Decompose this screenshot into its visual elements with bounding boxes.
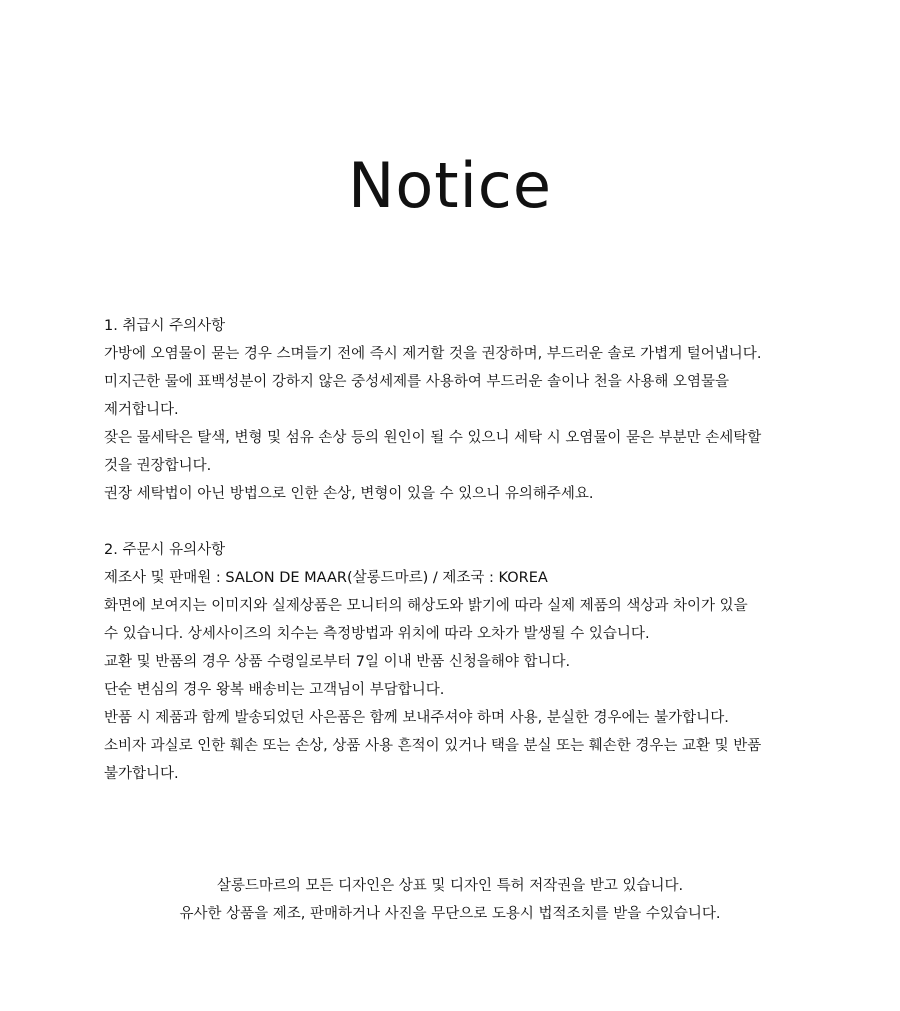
notice-line: 단순 변심의 경우 왕복 배송비는 고객님이 부담합니다.: [104, 682, 445, 698]
notice-line: 가방에 오염물이 묻는 경우 스며들기 전에 즉시 제거할 것을 권장하며, 부드러운 솔로 가볍게 털어냅니다.: [104, 346, 762, 362]
section-heading: 2. 주문시 유의사항: [104, 542, 226, 558]
notice-line: 소비자 과실로 인한 훼손 또는 손상, 상품 사용 흔적이 있거나 택을 분실 또는 훼손한 경우는 교환 및 반품: [104, 738, 762, 754]
copyright-line: 유사한 상품을 제조, 판매하거나 사진을 무단으로 도용시 법적조치를 받을 수있습니다.: [179, 906, 721, 922]
notice-line: 미지근한 물에 표백성분이 강하지 않은 중성세제를 사용하여 부드러운 솔이나 천을 사용해 오염물을: [104, 374, 729, 390]
copyright-line: 살롱드마르의 모든 디자인은 상표 및 디자인 특허 저작권을 받고 있습니다.: [216, 878, 684, 894]
copyright-notice: [0, 872, 900, 928]
handling-precautions-section: [104, 312, 824, 508]
notice-content: [104, 312, 824, 788]
notice-line: 교환 및 반품의 경우 상품 수령일로부터 7일 이내 반품 신청을해야 합니다.: [104, 654, 571, 670]
notice-line: 잦은 물세탁은 탈색, 변형 및 섬유 손상 등의 원인이 될 수 있으니 세탁 시 오염물이 묻은 부분만 손세탁할: [104, 430, 762, 446]
notice-line: 제조사 및 판매원 : SALON DE MAAR(살롱드마르) / 제조국 : KOREA: [104, 570, 548, 586]
section-heading: 1. 취급시 주의사항: [104, 318, 226, 334]
notice-line: 화면에 보여지는 이미지와 실제상품은 모니터의 해상도와 밝기에 따라 실제 제품의 색상과 차이가 있을: [104, 598, 748, 614]
notice-line: 반품 시 제품과 함께 발송되었던 사은품은 함께 보내주셔야 하며 사용, 분실한 경우에는 불가합니다.: [104, 710, 729, 726]
order-precautions-section: [104, 536, 824, 788]
notice-line: 것을 권장합니다.: [104, 458, 212, 474]
notice-line: 수 있습니다. 상세사이즈의 치수는 측정방법과 위치에 따라 오차가 발생될 수 있습니다.: [104, 626, 650, 642]
page-title: Notice: [347, 149, 553, 222]
notice-line: 불가합니다.: [104, 766, 179, 782]
notice-line: 제거합니다.: [104, 402, 179, 418]
notice-line: 권장 세탁법이 아닌 방법으로 인한 손상, 변형이 있을 수 있으니 유의해주세요.: [104, 486, 594, 502]
